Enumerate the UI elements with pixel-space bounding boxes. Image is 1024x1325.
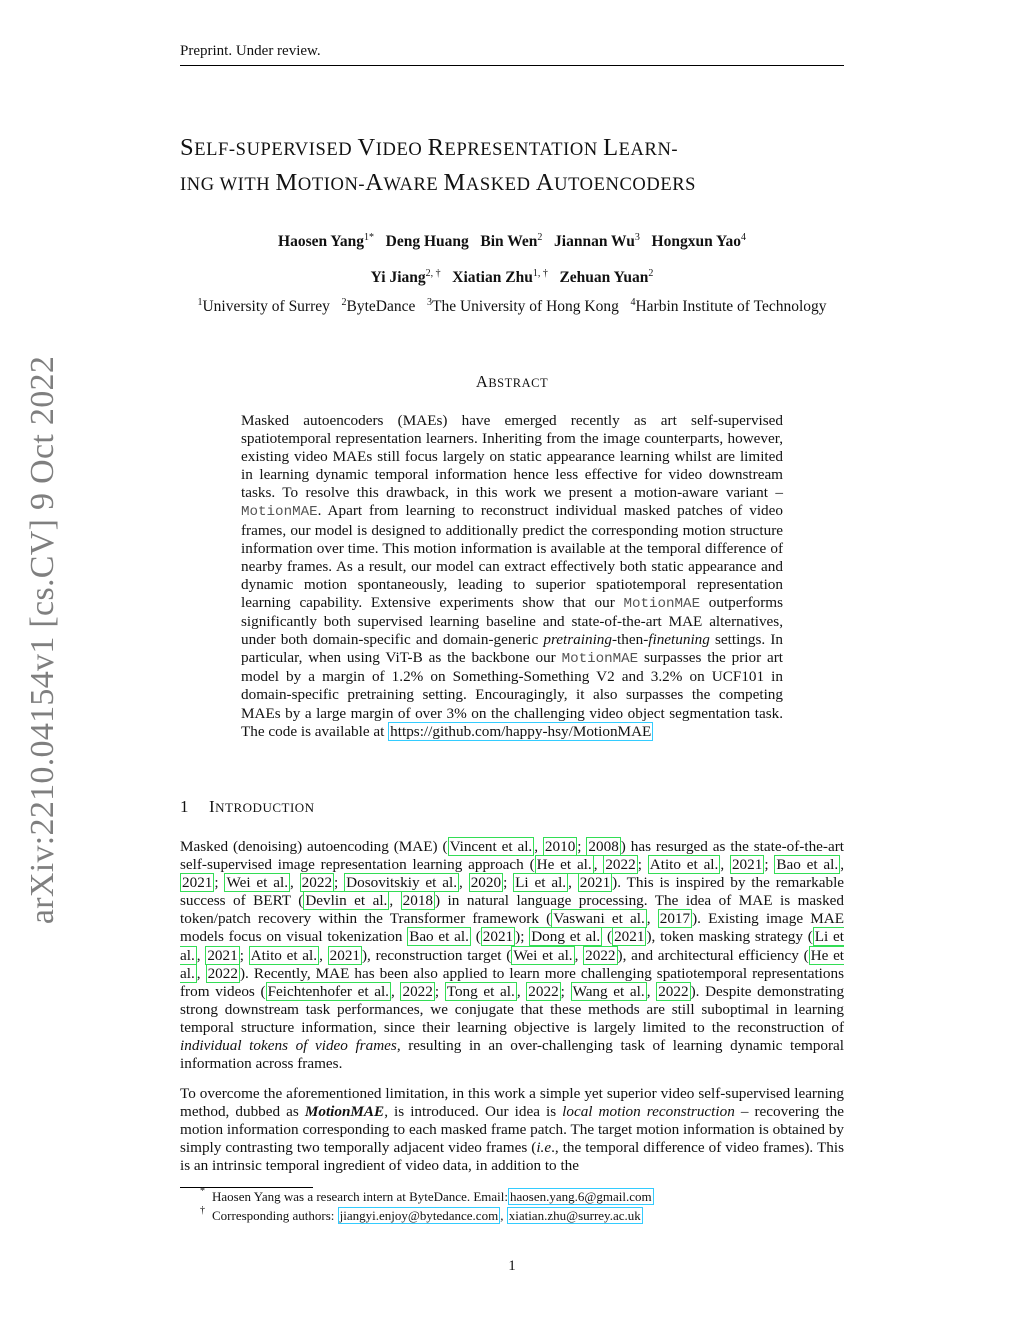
citation-link[interactable]: Atito et al.	[649, 856, 719, 874]
author: Yi Jiang	[370, 269, 426, 286]
citation-link[interactable]: Li et al.	[515, 874, 567, 892]
section-heading-introduction: 1 INTRODUCTION	[180, 797, 315, 816]
author: Jiannan Wu	[554, 233, 635, 250]
email-link[interactable]: jiangyi.enjoy@bytedance.com	[339, 1208, 499, 1223]
arxiv-id: arXiv:2210.04154v1 [cs.CV] 9 Oct 2022	[24, 355, 61, 925]
citation-link[interactable]: Vaswani et al.	[553, 910, 645, 928]
citation-link[interactable]: 2008	[588, 838, 619, 855]
author: Xiatian Zhu	[452, 269, 533, 286]
email-link[interactable]: haosen.yang.6@gmail.com	[510, 1189, 652, 1204]
citation-link[interactable]: Wei et al.	[513, 946, 573, 964]
citation-link[interactable]: Devlin et al.	[305, 892, 388, 910]
citation-link[interactable]: Li et al.	[180, 928, 844, 964]
author-list-line2: Yi Jiang$^{2, \dagger}$ Xiatian Zhu$^{1, \dagger}$ Zehuan Yuan$^2$	[370, 268, 654, 286]
author: Haosen Yang	[278, 233, 365, 250]
citation-link[interactable]: 2022	[658, 982, 689, 1000]
footnote-1: * Haosen Yang was a research intern at ByteDance. Email: haosen.yang.6@gmail.com	[200, 1186, 652, 1204]
citation-link[interactable]: Dosovitskiy et al.	[346, 874, 458, 892]
citation-link[interactable]: 2022	[585, 946, 616, 964]
citation-link[interactable]: 2021	[329, 946, 360, 964]
intro-paragraph-2: To overcome the aforementioned limitation, in this work a simple yet superior video self-supervised learning method, dubbed as MotionMAE, is introduced. Our idea is local motion reconstruction – recovering the motion information corresponding to each masked frame patch. The target motion information is obtained by simply contrasting two temporally adjacent video frames (i.e., the temporal difference of video frames). This is an intrinsic temporal ingredient of video data, in addition to the	[180, 1085, 844, 1175]
author: Deng Huang	[385, 233, 469, 250]
citation-link[interactable]: 2022	[402, 982, 433, 1000]
citation-link[interactable]: Wei et al.	[226, 874, 288, 892]
running-header: Preprint. Under review.	[180, 43, 321, 59]
citation-link[interactable]: 2022	[301, 874, 333, 892]
model-name: MotionMAE	[241, 504, 318, 521]
citation-link[interactable]: Bao et al.	[776, 856, 839, 874]
citation-link[interactable]: 2022	[207, 964, 238, 982]
citation-link[interactable]: Atito et al.	[250, 946, 318, 964]
method-name: MotionMAE	[304, 1103, 385, 1121]
citation-link[interactable]: 2017	[659, 910, 691, 928]
citation-link[interactable]: 2022	[605, 856, 636, 874]
citation-link[interactable]: 2021	[614, 928, 645, 946]
citation-link[interactable]: He et al.	[180, 946, 845, 982]
citation-link[interactable]: Vincent et al.	[449, 838, 533, 855]
citation-link[interactable]: 2021	[482, 928, 514, 946]
citation-link[interactable]: Wang et al.	[572, 982, 645, 1000]
code-url-link[interactable]: https://github.com/happy-hsy/MotionMAE	[390, 722, 652, 740]
abstract-body: Masked autoencoders (MAEs) have emerged recently as art self-supervised spatiotemporal representation learners. Inheriting from the image counterparts, however, existing video MAEs still focus largely on static appearance learning whilst are limited in learning dynamic temporal information hence less effective for video downstream tasks. To resolve this drawback, in this work we present a motion-aware variant – MotionMAE. Apart from learning to reconstruct individual masked patches of video frames, our model is designed to additionally predict the corresponding motion structure information over time. This motion information is available at the temporal difference of nearby frames. As a result, our model can extract effectively both static appearance and dynamic motion spontaneously, leading to superior spatiotemporal representation learning capability. Extensive experiments show that our MotionMAE outperforms significantly both supervised learning baseline and state-of-the-art MAE alternatives, under both domain-specific and domain-generic pretraining-then-finetuning settings. In particular, when using ViT-B as the backbone our MotionMAE surpasses the prior art model by a margin of 1.2% on Something-Something V2 and 3.2% on UCF101 in domain-specific pretraining setting. Encouragingly, it also surpasses the competing MAEs by a large margin of over 3% on the challenging video object segmentation task. The code is available at https://github.com/happy-hsy/MotionMAE	[241, 412, 783, 740]
author-list-line1: Haosen Yang$^{1*}$ Deng Huang Bin Wen$^2$ Jiannan Wu$^3$ Hongxun Yao$^4$	[278, 232, 746, 250]
affiliations: $^1$University of Surrey $^2$ByteDance $^3$The University of Hong Kong $^4$Harbin Institute of Technology	[197, 297, 827, 315]
citation-link[interactable]: He et al.	[536, 856, 592, 874]
citation-link[interactable]: Feichtenhofer et al.	[267, 982, 389, 1000]
citation-link[interactable]: 2021	[731, 856, 763, 874]
citation-link[interactable]: 2021	[182, 874, 213, 892]
citation-link[interactable]: Bao et al.	[409, 928, 469, 946]
model-name: MotionMAE	[623, 595, 701, 612]
model-name: MotionMAE	[561, 651, 639, 668]
footnote-2: † Corresponding authors: jiangyi.enjoy@bytedance.com , xiatian.zhu@surrey.ac.uk	[200, 1205, 641, 1223]
header-rule	[180, 65, 844, 66]
intro-paragraph-1: Masked (denoising) autoencoding (MAE) ( Vincent et al. , 2010 ; 2008 ) has resurged as the state-of-the-art self-supervised image representation learning approach ( He et al. , 2022 ; Atito et al. , 2021 ; Bao et al. , 2021 ; Wei et al. , 2022 ; Dosovitskiy et al. , 2020 ; Li et al. , 2021 ). This is inspired by the remarkable success of BERT ( Devlin et al. , 2018 ) in natural language processing. The idea of MAE is masked token/patch recovery within the Transformer framework ( Vaswani et al. , 2017 ). Existing image MAE models focus on visual tokenization Bao et al. ( 2021 ); Dong et al. ( 2021 ), token masking strategy ( Li et al. , 2021 ; Atito et al. , 2021 ), reconstruction target ( Wei et al. , 2022 ), and architectural efficiency ( He et al. , 2022 ). Recently, MAE has been also applied to learn more challenging spatiotemporal representations from videos ( Feichtenhofer et al. , 2022 ; Tong et al. , 2022 ; Wang et al. , 2022 ). Despite demonstrating strong downstream task performances, we conjugate that these methods are still suboptimal in learning temporal structure information, since their learning objective is largely limited to the reconstruction of individual tokens of video frames, resulting in an over-challenging task of learning dynamic temporal information across frames.	[180, 838, 845, 1073]
citation-link[interactable]: 2018	[402, 892, 434, 910]
citation-link[interactable]: Tong et al.	[446, 982, 515, 1000]
citation-link[interactable]: Dong et al.	[531, 928, 601, 946]
paper-title-line2: ING WITH MOTION-AWARE MASKED AUTOENCODERS	[180, 169, 697, 196]
author: Hongxun Yao	[651, 233, 741, 250]
author: Bin Wen	[480, 233, 538, 250]
page-number: 1	[508, 1258, 516, 1274]
citation-link[interactable]: 2020	[470, 874, 502, 892]
email-link[interactable]: xiatian.zhu@surrey.ac.uk	[508, 1208, 641, 1223]
citation-link[interactable]: 2010	[544, 838, 576, 855]
paper-title-line1: SELF-SUPERVISED VIDEO REPRESENTATION LEARN-	[180, 134, 679, 161]
abstract-heading: ABSTRACT	[475, 372, 549, 391]
author: Zehuan Yuan	[559, 269, 649, 286]
citation-link[interactable]: 2021	[579, 874, 611, 892]
citation-link[interactable]: 2022	[528, 982, 559, 1000]
citation-link[interactable]: 2021	[207, 946, 238, 964]
